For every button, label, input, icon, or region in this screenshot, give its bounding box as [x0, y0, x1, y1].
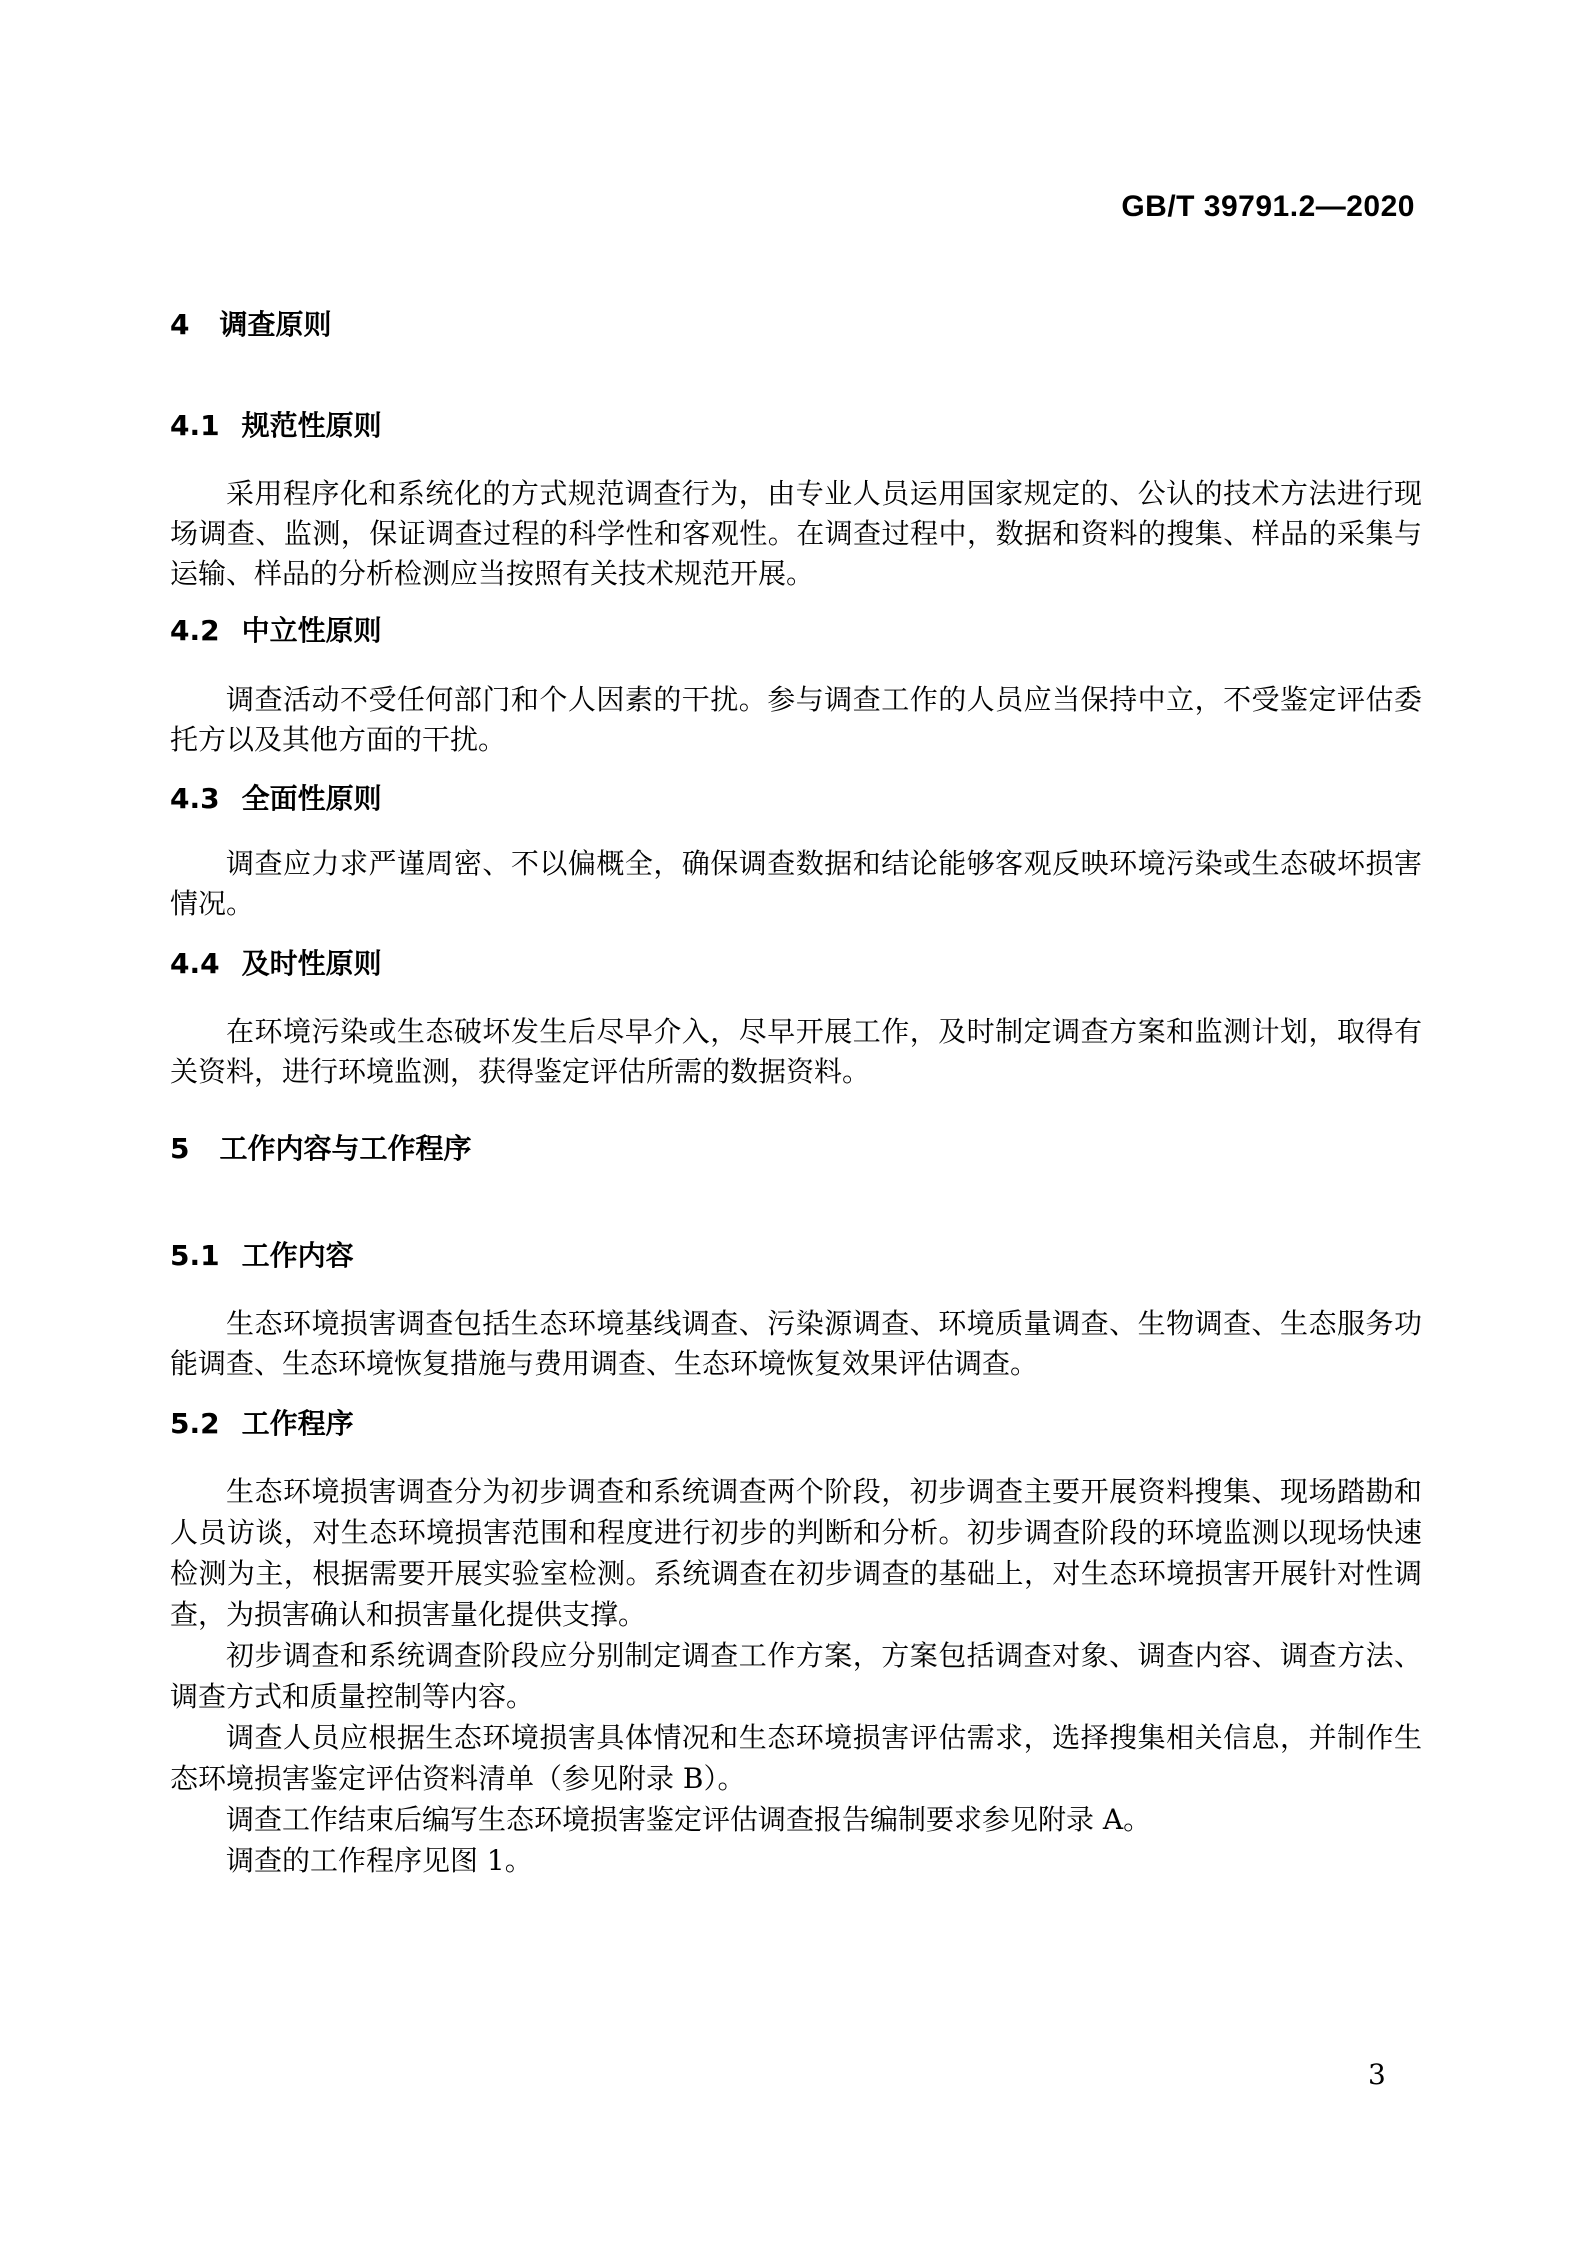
section-5-2-heading: [170, 1407, 1422, 1441]
section-4-3-body: [170, 844, 1422, 924]
section-5-1-title: 工作内容: [241, 1239, 354, 1272]
chapter-4-number: 4: [170, 308, 190, 341]
section-4-4-title: 及时性原则: [241, 947, 382, 980]
paragraph: 生态环境损害调查包括生态环境基线调查、污染源调查、环境质量调查、生物调查、生态服务功能调查、生态环境恢复措施与费用调查、生态环境恢复效果评估调查。: [170, 1307, 1422, 1380]
section-4-1-number: 4.1: [170, 409, 220, 442]
chapter-5-title: 工作内容与工作程序: [219, 1132, 472, 1165]
section-4-4-number: 4.4: [170, 947, 220, 980]
section-5-1-heading: [170, 1239, 1422, 1273]
chapter-5-heading: [170, 1132, 1422, 1166]
section-4-1-title: 规范性原则: [241, 409, 382, 442]
section-5-1-body: [170, 1304, 1422, 1384]
paragraph: 调查工作结束后编写生态环境损害鉴定评估调查报告编制要求参见附录 A。: [226, 1803, 1152, 1836]
paragraph: 调查人员应根据生态环境损害具体情况和生态环境损害评估需求，选择搜集相关信息，并制作生态环境损害鉴定评估资料清单（参见附录 B）。: [170, 1721, 1422, 1795]
chapter-4-title: 调查原则: [219, 308, 332, 341]
section-4-2-body: [170, 680, 1422, 760]
paragraph: 采用程序化和系统化的方式规范调查行为，由专业人员运用国家规定的、公认的技术方法进行现场调查、监测，保证调查过程的科学性和客观性。在调查过程中，数据和资料的搜集、样品的采集与运输、样品的分析检测应当按照有关技术规范开展。: [170, 477, 1422, 590]
chapter-5-number: 5: [170, 1132, 190, 1165]
paragraph: 调查活动不受任何部门和个人因素的干扰。参与调查工作的人员应当保持中立，不受鉴定评估委托方以及其他方面的干扰。: [170, 683, 1422, 756]
section-4-1-body: [170, 474, 1422, 594]
paragraph: 初步调查和系统调查阶段应分别制定调查工作方案，方案包括调查对象、调查内容、调查方法、调查方式和质量控制等内容。: [170, 1639, 1422, 1713]
page-number: 3: [1368, 2058, 1386, 2091]
section-4-3-title: 全面性原则: [241, 782, 382, 815]
section-4-3-heading: [170, 782, 1422, 816]
section-4-2-title: 中立性原则: [241, 614, 382, 647]
paragraph: 生态环境损害调查分为初步调查和系统调查两个阶段，初步调查主要开展资料搜集、现场踏勘和人员访谈，对生态环境损害范围和程度进行初步的判断和分析。初步调查阶段的环境监测以现场快速检测为主，根据需要开展实验室检测。系统调查在初步调查的基础上，对生态环境损害开展针对性调查，为损害确认和损害量化提供支撑。: [170, 1475, 1422, 1631]
paragraph: 在环境污染或生态破坏发生后尽早介入，尽早开展工作，及时制定调查方案和监测计划，取得有关资料，进行环境监测，获得鉴定评估所需的数据资料。: [170, 1015, 1422, 1088]
standard-number-header: GB/T 39791.2—2020: [1121, 190, 1415, 223]
section-5-1-number: 5.1: [170, 1239, 220, 1272]
section-4-2-number: 4.2: [170, 614, 220, 647]
section-5-2-number: 5.2: [170, 1407, 220, 1440]
section-4-4-heading: [170, 947, 1422, 981]
paragraph: 调查应力求严谨周密、不以偏概全，确保调查数据和结论能够客观反映环境污染或生态破坏损害情况。: [170, 847, 1422, 920]
chapter-4-heading: [170, 308, 1422, 342]
paragraph: 调查的工作程序见图 1。: [226, 1844, 533, 1877]
section-4-2-heading: [170, 614, 1422, 648]
section-5-2-body: [170, 1471, 1422, 1881]
section-4-1-heading: [170, 409, 1422, 443]
section-4-4-body: [170, 1012, 1422, 1092]
section-5-2-title: 工作程序: [241, 1407, 354, 1440]
section-4-3-number: 4.3: [170, 782, 220, 815]
